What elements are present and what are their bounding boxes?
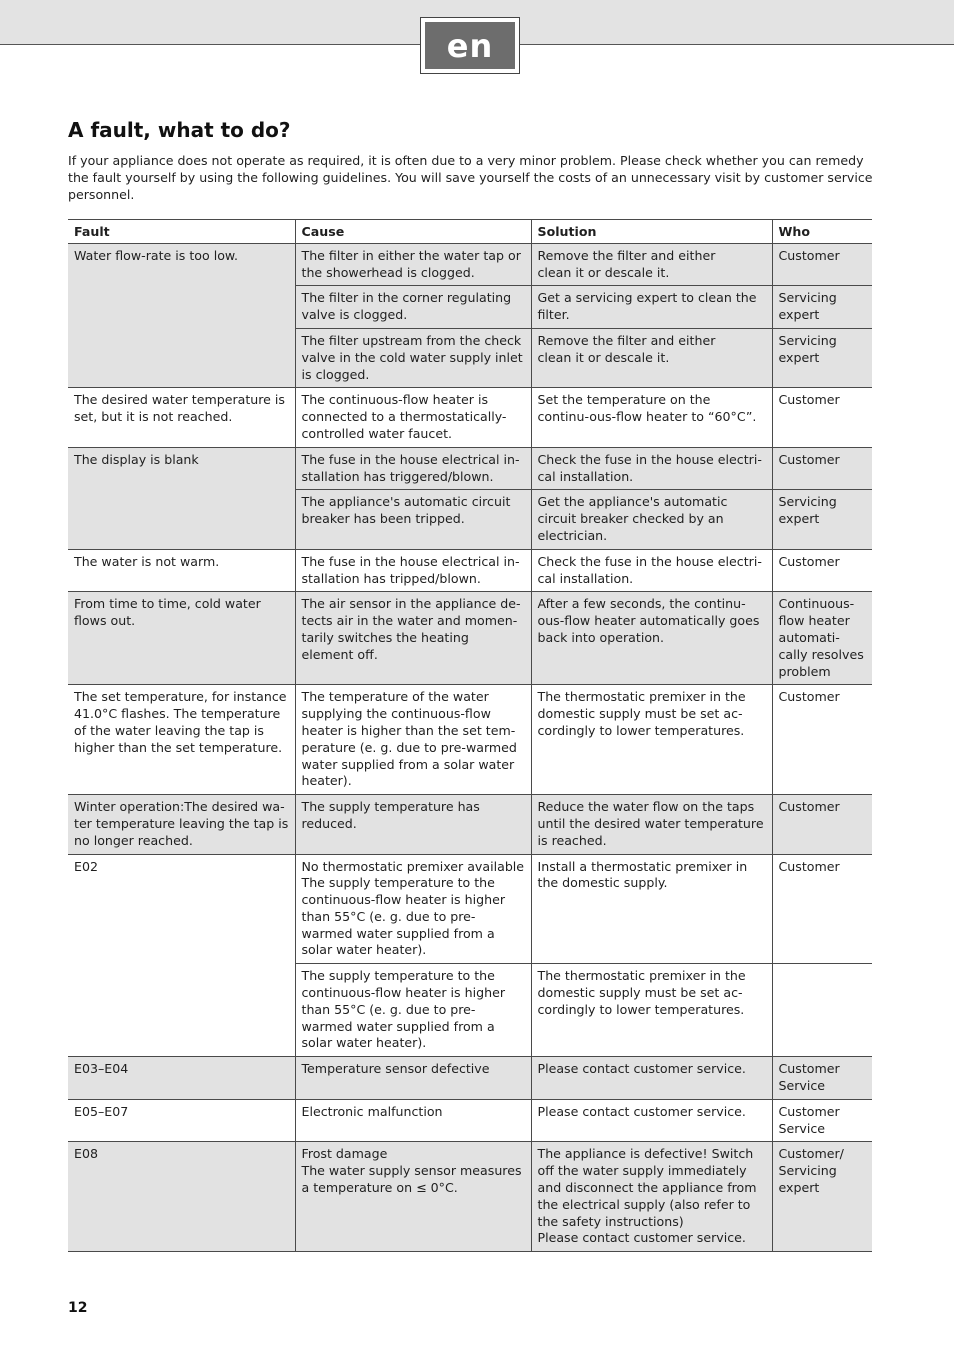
cause-cell: The air sensor in the appliance de-tects air in the water and momen-tarily switches the heating element off. bbox=[295, 592, 531, 685]
language-tab bbox=[420, 17, 520, 74]
cause-cell: The supply temperature to the continuous-flow heater is higher than 55°C (e. g. due to pre-warmed water supplied from a solar water heater). bbox=[295, 964, 531, 1057]
page-title: A fault, what to do? bbox=[68, 118, 291, 142]
solution-cell: The appliance is defective! Switch off the water supply immediately and disconnect the appliance from the electrical supply (also refer to the safety instructions) Please contact customer service. bbox=[531, 1142, 772, 1252]
cause-cell: The temperature of the water supplying the continuous-flow heater is higher than the set tem-perature (e. g. due to pre-warmed water supplied from a solar water heater). bbox=[295, 685, 531, 795]
cause-cell: The filter in the corner regulating valve is clogged. bbox=[295, 286, 531, 329]
fault-cell: The set temperature, for instance 41.0°C flashes. The temperature of the water leaving the tap is higher than the set temperature. bbox=[68, 685, 295, 795]
table-row bbox=[68, 243, 872, 286]
who-cell: Servicing expert bbox=[772, 328, 872, 387]
header-cause: Cause bbox=[295, 220, 531, 244]
solution-cell: Please contact customer service. bbox=[531, 1099, 772, 1142]
fault-cell: The desired water temperature is set, but it is not reached. bbox=[68, 388, 295, 447]
who-cell: Customer bbox=[772, 685, 872, 795]
who-cell: Customer/ Servicing expert bbox=[772, 1142, 872, 1252]
who-cell: Customer bbox=[772, 795, 872, 854]
page-number: 12 bbox=[68, 1300, 88, 1316]
who-cell: Customer Service bbox=[772, 1099, 872, 1142]
fault-cell: The water is not warm. bbox=[68, 549, 295, 592]
solution-cell: Get the appliance's automatic circuit breaker checked by an electrician. bbox=[531, 490, 772, 549]
fault-cell: E03–E04 bbox=[68, 1057, 295, 1100]
cause-cell: The filter upstream from the check valve in the cold water supply inlet is clogged. bbox=[295, 328, 531, 387]
header-solution: Solution bbox=[531, 220, 772, 244]
fault-cell: Winter operation:The desired wa-ter temperature leaving the tap is no longer reached. bbox=[68, 795, 295, 854]
fault-cell: Water flow-rate is too low. bbox=[68, 243, 295, 388]
cause-cell: The continuous-flow heater is connected to a thermostatically-controlled water faucet. bbox=[295, 388, 531, 447]
fault-cell: E02 bbox=[68, 854, 295, 1057]
fault-cell: E08 bbox=[68, 1142, 295, 1252]
who-cell: Customer bbox=[772, 447, 872, 490]
table-row bbox=[68, 1099, 872, 1142]
cause-cell: Temperature sensor defective bbox=[295, 1057, 531, 1100]
solution-cell: Check the fuse in the house electri-cal installation. bbox=[531, 549, 772, 592]
table-body bbox=[68, 243, 872, 1251]
solution-cell: Reduce the water flow on the taps until the desired water temperature is reached. bbox=[531, 795, 772, 854]
who-cell: Customer bbox=[772, 549, 872, 592]
who-cell bbox=[772, 964, 872, 1057]
solution-cell: Set the temperature on the continu-ous-flow heater to “60°C”. bbox=[531, 388, 772, 447]
table-header-row bbox=[68, 220, 872, 244]
table-row bbox=[68, 447, 872, 490]
intro-paragraph: If your appliance does not operate as required, it is often due to a very minor problem. Please check whether you can remedy the fault yourself by using the following guidelines. You will save yourself the costs of an unnecessary visit by customer service personnel. bbox=[68, 153, 873, 202]
language-label: en bbox=[425, 22, 515, 69]
cause-cell: The filter in either the water tap or the showerhead is clogged. bbox=[295, 243, 531, 286]
solution-cell: Install a thermostatic premixer in the domestic supply. bbox=[531, 854, 772, 964]
solution-cell: After a few seconds, the continu-ous-flow heater automatically goes back into operation. bbox=[531, 592, 772, 685]
table-row bbox=[68, 795, 872, 854]
who-cell: Customer bbox=[772, 388, 872, 447]
solution-cell: Remove the filter and either clean it or descale it. bbox=[531, 328, 772, 387]
solution-cell: Remove the filter and either clean it or descale it. bbox=[531, 243, 772, 286]
who-cell: Continuous-flow heater automati-cally resolves problem bbox=[772, 592, 872, 685]
fault-table bbox=[68, 219, 872, 1252]
cause-cell: Electronic malfunction bbox=[295, 1099, 531, 1142]
solution-cell: The thermostatic premixer in the domestic supply must be set ac-cordingly to lower temperatures. bbox=[531, 685, 772, 795]
fault-cell: The display is blank bbox=[68, 447, 295, 549]
cause-cell: The supply temperature has reduced. bbox=[295, 795, 531, 854]
who-cell: Customer bbox=[772, 243, 872, 286]
cause-cell: The appliance's automatic circuit breaker has been tripped. bbox=[295, 490, 531, 549]
table-row bbox=[68, 685, 872, 795]
fault-cell: E05–E07 bbox=[68, 1099, 295, 1142]
cause-cell: Frost damage The water supply sensor measures a temperature on ≤ 0°C. bbox=[295, 1142, 531, 1252]
solution-cell: The thermostatic premixer in the domestic supply must be set ac-cordingly to lower temperatures. bbox=[531, 964, 772, 1057]
who-cell: Customer Service bbox=[772, 1057, 872, 1100]
table-row bbox=[68, 549, 872, 592]
who-cell: Customer bbox=[772, 854, 872, 964]
cause-cell: The fuse in the house electrical in-stallation has triggered/blown. bbox=[295, 447, 531, 490]
table-row bbox=[68, 592, 872, 685]
table-row bbox=[68, 388, 872, 447]
who-cell: Servicing expert bbox=[772, 490, 872, 549]
solution-cell: Check the fuse in the house electri-cal installation. bbox=[531, 447, 772, 490]
solution-cell: Please contact customer service. bbox=[531, 1057, 772, 1100]
table-row bbox=[68, 854, 872, 964]
header-who: Who bbox=[772, 220, 872, 244]
cause-cell: The fuse in the house electrical in-stallation has tripped/blown. bbox=[295, 549, 531, 592]
table-row bbox=[68, 1142, 872, 1252]
table-row bbox=[68, 1057, 872, 1100]
who-cell: Servicing expert bbox=[772, 286, 872, 329]
header-fault: Fault bbox=[68, 220, 295, 244]
fault-cell: From time to time, cold water flows out. bbox=[68, 592, 295, 685]
solution-cell: Get a servicing expert to clean the filter. bbox=[531, 286, 772, 329]
cause-cell: No thermostatic premixer available The supply temperature to the continuous-flow heater is higher than 55°C (e. g. due to pre-warmed water supplied from a solar water heater). bbox=[295, 854, 531, 964]
